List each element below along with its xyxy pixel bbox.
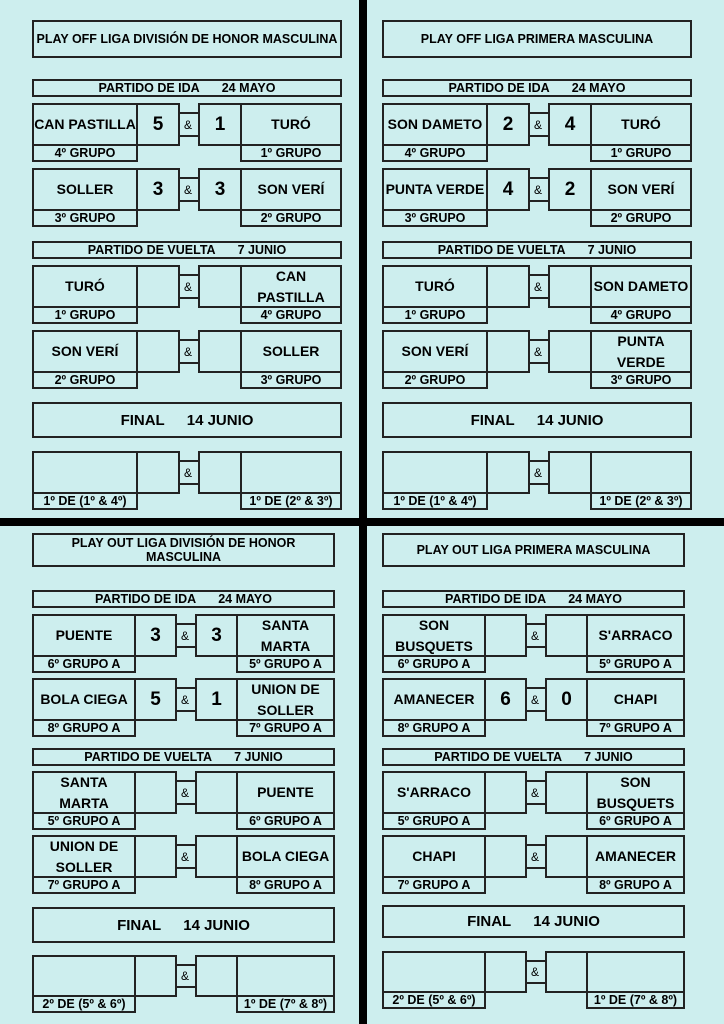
vuelta-match-home-group <box>382 812 486 830</box>
ida-match-amp <box>525 623 545 648</box>
home-group-label: 5º GRUPO A <box>397 814 471 828</box>
ida-match-home-group <box>382 209 488 227</box>
vuelta-match-away-group <box>240 371 342 389</box>
final-header <box>382 905 685 938</box>
home-group-label: 4º GRUPO <box>404 146 466 160</box>
vuelta-match-home-group <box>382 306 488 324</box>
vuelta-header <box>32 748 335 766</box>
vuelta-label: PARTIDO DE VUELTA <box>437 243 566 257</box>
ida-match-away-group <box>236 719 335 737</box>
away-score-value: 3 <box>214 178 226 200</box>
away-group-label: 6º GRUPO A <box>599 814 672 828</box>
ida-match-home-group <box>32 209 138 227</box>
ida-match-away-score <box>198 168 242 211</box>
away-team-name: TURÓ <box>271 116 311 132</box>
vuelta-match-home-team <box>382 265 488 308</box>
ida-match-amp <box>528 177 548 202</box>
final-match-away-score <box>548 451 592 494</box>
horizontal-divider <box>0 518 724 526</box>
vuelta-match-away-team <box>586 771 685 814</box>
final-date: 14 JUNIO <box>533 913 600 930</box>
vuelta-match-away-score <box>195 835 238 878</box>
ida-header <box>382 590 685 608</box>
vuelta-match-home-team <box>32 835 136 878</box>
away-score-value: 1 <box>211 688 222 710</box>
vuelta-match-home-team <box>32 265 138 308</box>
amp-symbol: & <box>533 465 542 480</box>
home-team-name: SANTA MARTA <box>59 773 109 811</box>
ida-match-away-score <box>545 678 588 721</box>
home-group-label: 1º DE (1º & 4º) <box>43 494 127 508</box>
vuelta-match-home-team <box>32 330 138 373</box>
final-label: FINAL <box>120 411 165 429</box>
home-team-name: S'ARRACO <box>396 784 472 800</box>
ida-match-amp <box>528 112 548 137</box>
amp-symbol: & <box>530 965 539 979</box>
amp-symbol: & <box>530 692 539 707</box>
ida-match-away-team <box>590 168 692 211</box>
final-match-away-score <box>198 451 242 494</box>
ida-match-home-score <box>136 103 180 146</box>
away-group-label: 1º GRUPO <box>610 146 672 160</box>
section-title-text: PLAY OFF LIGA DIVISIÓN DE HONOR MASCULINA <box>36 32 338 46</box>
vuelta-match-home-score <box>484 771 527 814</box>
vuelta-header <box>382 241 692 259</box>
home-team-name: TURÓ <box>415 278 455 294</box>
ida-match-away-score <box>548 168 592 211</box>
away-group-label: 1º DE (2º & 3º) <box>249 494 333 508</box>
ida-match-away-team <box>240 103 342 146</box>
away-group-label: 4º GRUPO <box>610 308 672 322</box>
ida-match-away-group <box>240 144 342 162</box>
ida-match-home-group <box>382 719 486 737</box>
final-label: FINAL <box>467 913 512 930</box>
away-team-name: BOLA CIEGA <box>241 848 330 864</box>
away-score-value: 3 <box>211 624 222 646</box>
ida-match-amp <box>525 687 545 712</box>
ida-match-home-team <box>382 103 488 146</box>
vuelta-match-away-team <box>236 771 335 814</box>
vuelta-match-away-group <box>586 812 685 830</box>
away-team-name: UNION DE SOLLER <box>251 680 320 718</box>
final-match-amp <box>528 460 548 485</box>
ida-label: PARTIDO DE IDA <box>98 81 200 95</box>
vuelta-label: PARTIDO DE VUELTA <box>84 750 213 764</box>
amp-symbol: & <box>180 849 189 864</box>
ida-match-away-score <box>198 103 242 146</box>
vuelta-match-away-team <box>240 330 342 373</box>
away-team-name: PUNTA VERDE <box>616 332 666 370</box>
vertical-divider <box>359 0 367 1024</box>
ida-match-away-score <box>195 678 238 721</box>
away-group-label: 5º GRUPO A <box>249 657 322 671</box>
vuelta-header <box>382 748 685 766</box>
home-group-label: 1º GRUPO <box>54 308 116 322</box>
ida-match-home-group <box>32 655 136 673</box>
home-team-name: SON VERÍ <box>401 343 469 359</box>
final-date: 14 JUNIO <box>186 411 254 429</box>
final-match-away-score <box>545 951 588 993</box>
ida-match-amp <box>175 623 195 648</box>
section-title <box>32 20 342 58</box>
final-match-away-group <box>590 492 692 510</box>
away-group-label: 2º GRUPO <box>260 211 322 225</box>
away-team-name: SANTA MARTA <box>260 616 311 654</box>
away-team-name: SON VERÍ <box>257 181 325 197</box>
away-team-name: AMANECER <box>595 848 676 864</box>
vuelta-match-home-score <box>134 771 177 814</box>
away-team-name: SON VERÍ <box>607 181 675 197</box>
home-score-value: 3 <box>150 624 161 646</box>
away-group-label: 8º GRUPO A <box>249 878 322 892</box>
away-group-label: 1º DE (7º & 8º) <box>243 997 328 1011</box>
vuelta-match-away-team <box>590 330 692 373</box>
vuelta-label: PARTIDO DE VUELTA <box>87 243 216 257</box>
away-group-label: 3º GRUPO <box>260 373 322 387</box>
away-team-name: CHAPI <box>613 691 658 707</box>
vuelta-match-amp <box>525 780 545 805</box>
ida-match-home-team <box>32 103 138 146</box>
amp-symbol: & <box>183 182 192 197</box>
home-group-label: 2º DE (5º & 6º) <box>392 993 476 1007</box>
vuelta-match-home-group <box>32 876 136 894</box>
home-group-label: 2º GRUPO <box>54 373 116 387</box>
home-group-label: 8º GRUPO A <box>397 721 471 735</box>
vuelta-date: 7 JUNIO <box>587 243 637 257</box>
ida-match-away-group <box>590 144 692 162</box>
vuelta-match-home-score <box>486 265 530 308</box>
ida-match-away-team <box>586 678 685 721</box>
amp-symbol: & <box>533 117 542 132</box>
final-match-away-team <box>236 955 335 997</box>
amp-symbol: & <box>533 344 542 359</box>
final-match-amp <box>525 960 545 984</box>
ida-match-home-group <box>382 655 486 673</box>
ida-match-away-team <box>240 168 342 211</box>
away-group-label: 7º GRUPO A <box>249 721 322 735</box>
section-title-text: PLAY OFF LIGA PRIMERA MASCULINA <box>420 32 654 46</box>
ida-match-away-team <box>590 103 692 146</box>
vuelta-match-away-team <box>590 265 692 308</box>
ida-date: 24 MAYO <box>218 592 272 606</box>
ida-match-home-team <box>32 678 136 721</box>
ida-match-home-team <box>32 614 136 657</box>
home-score-value: 4 <box>502 178 514 200</box>
ida-match-home-score <box>484 614 527 657</box>
ida-label: PARTIDO DE IDA <box>448 81 550 95</box>
vuelta-match-home-score <box>136 330 180 373</box>
section-title <box>32 533 335 567</box>
away-group-label: 7º GRUPO A <box>599 721 672 735</box>
ida-match-away-score <box>195 614 238 657</box>
home-score-value: 5 <box>152 113 164 135</box>
home-team-name: PUENTE <box>55 627 113 643</box>
home-team-name: CAN PASTILLA <box>34 116 136 132</box>
vuelta-match-away-team <box>240 265 342 308</box>
vuelta-match-away-group <box>236 876 335 894</box>
ida-date: 24 MAYO <box>571 81 626 95</box>
amp-symbol: & <box>180 785 189 800</box>
final-match-away-group <box>240 492 342 510</box>
vuelta-match-away-team <box>586 835 685 878</box>
amp-symbol: & <box>530 849 539 864</box>
vuelta-match-away-score <box>545 835 588 878</box>
vuelta-date: 7 JUNIO <box>237 243 287 257</box>
away-group-label: 8º GRUPO A <box>599 878 672 892</box>
home-group-label: 8º GRUPO A <box>47 721 121 735</box>
final-match-home-score <box>484 951 527 993</box>
home-team-name: CHAPI <box>412 848 456 864</box>
vuelta-date: 7 JUNIO <box>234 750 283 764</box>
home-group-label: 1º DE (1º & 4º) <box>393 494 477 508</box>
home-group-label: 3º GRUPO <box>54 211 116 225</box>
home-team-name: SON DAMETO <box>387 116 483 132</box>
vuelta-match-home-group <box>32 371 138 389</box>
amp-symbol: & <box>533 182 542 197</box>
ida-date: 24 MAYO <box>221 81 276 95</box>
home-team-name: UNION DE SOLLER <box>49 837 119 875</box>
vuelta-match-home-group <box>32 812 136 830</box>
vuelta-match-home-score <box>134 835 177 878</box>
section-title-text: PLAY OUT LIGA DIVISIÓN DE HONOR MASCULINA <box>71 536 296 564</box>
vuelta-match-home-team <box>382 771 486 814</box>
away-team-name: S'ARRACO <box>598 627 673 643</box>
amp-symbol: & <box>530 628 539 643</box>
ida-match-home-group <box>382 144 488 162</box>
final-match-home-team <box>382 451 488 494</box>
away-group-label: 5º GRUPO A <box>599 657 672 671</box>
vuelta-match-away-team <box>236 835 335 878</box>
ida-match-away-group <box>590 209 692 227</box>
final-match-amp <box>175 964 195 988</box>
ida-label: PARTIDO DE IDA <box>445 592 547 606</box>
home-score-value: 6 <box>500 688 511 710</box>
final-header <box>382 402 692 438</box>
final-match-home-score <box>136 451 180 494</box>
ida-label: PARTIDO DE IDA <box>95 592 197 606</box>
amp-symbol: & <box>183 117 192 132</box>
vuelta-header <box>32 241 342 259</box>
vuelta-match-amp <box>528 274 548 299</box>
ida-match-home-score <box>134 678 177 721</box>
vuelta-match-amp <box>525 844 545 869</box>
home-group-label: 7º GRUPO A <box>397 878 471 892</box>
amp-symbol: & <box>183 465 192 480</box>
amp-symbol: & <box>180 692 189 707</box>
ida-match-away-group <box>240 209 342 227</box>
vuelta-match-home-score <box>136 265 180 308</box>
final-match-home-group <box>32 492 138 510</box>
vuelta-match-home-team <box>32 771 136 814</box>
vuelta-date: 7 JUNIO <box>584 750 633 764</box>
final-match-home-score <box>134 955 177 997</box>
ida-match-home-team <box>382 678 486 721</box>
away-team-name: SON DAMETO <box>593 278 689 294</box>
ida-match-amp <box>175 687 195 712</box>
ida-date: 24 MAYO <box>568 592 622 606</box>
home-group-label: 6º GRUPO A <box>397 657 471 671</box>
home-group-label: 2º GRUPO <box>404 373 466 387</box>
vuelta-match-away-group <box>590 306 692 324</box>
ida-match-away-team <box>586 614 685 657</box>
away-team-name: TURÓ <box>621 116 661 132</box>
final-match-home-group <box>382 991 486 1009</box>
away-score-value: 1 <box>214 113 226 135</box>
home-team-name: SON VERÍ <box>51 343 119 359</box>
vuelta-match-away-group <box>240 306 342 324</box>
ida-match-home-score <box>136 168 180 211</box>
amp-symbol: & <box>183 344 192 359</box>
final-label: FINAL <box>470 411 515 429</box>
ida-match-away-score <box>545 614 588 657</box>
away-score-value: 2 <box>564 178 576 200</box>
final-match-home-score <box>486 451 530 494</box>
final-match-away-group <box>586 991 685 1009</box>
amp-symbol: & <box>180 628 189 643</box>
home-score-value: 5 <box>150 688 161 710</box>
home-score-value: 2 <box>502 113 514 135</box>
ida-match-away-group <box>586 655 685 673</box>
final-match-away-team <box>590 451 692 494</box>
final-match-home-group <box>32 995 136 1013</box>
ida-match-home-team <box>382 614 486 657</box>
home-group-label: 6º GRUPO A <box>47 657 121 671</box>
vuelta-match-home-group <box>382 876 486 894</box>
vuelta-match-amp <box>178 339 198 364</box>
vuelta-match-amp <box>528 339 548 364</box>
vuelta-match-home-group <box>32 306 138 324</box>
home-group-label: 4º GRUPO <box>54 146 116 160</box>
home-group-label: 5º GRUPO A <box>47 814 121 828</box>
final-match-home-group <box>382 492 488 510</box>
home-group-label: 7º GRUPO A <box>47 878 121 892</box>
away-group-label: 2º GRUPO <box>610 211 672 225</box>
away-score-value: 4 <box>564 113 576 135</box>
away-group-label: 1º GRUPO <box>260 146 322 160</box>
final-label: FINAL <box>117 916 162 934</box>
away-group-label: 3º GRUPO <box>610 373 672 387</box>
vuelta-match-away-score <box>198 330 242 373</box>
amp-symbol: & <box>533 279 542 294</box>
section-title <box>382 20 692 58</box>
vuelta-match-away-group <box>586 876 685 894</box>
vuelta-label: PARTIDO DE VUELTA <box>434 750 563 764</box>
final-match-amp <box>178 460 198 485</box>
away-group-label: 6º GRUPO A <box>249 814 322 828</box>
final-match-away-group <box>236 995 335 1013</box>
vuelta-match-away-group <box>236 812 335 830</box>
ida-header <box>32 79 342 97</box>
ida-match-home-group <box>32 144 138 162</box>
vuelta-match-away-score <box>548 265 592 308</box>
vuelta-match-away-score <box>198 265 242 308</box>
away-team-name: PUENTE <box>257 784 314 800</box>
away-team-name: SOLLER <box>262 343 320 359</box>
amp-symbol: & <box>530 785 539 800</box>
ida-match-home-group <box>32 719 136 737</box>
final-date: 14 JUNIO <box>536 411 604 429</box>
section-title-text: PLAY OUT LIGA PRIMERA MASCULINA <box>416 543 651 557</box>
away-team-name: SON BUSQUETS <box>596 773 675 811</box>
vuelta-match-home-score <box>486 330 530 373</box>
away-team-name: CAN PASTILLA <box>257 267 325 305</box>
final-match-away-team <box>240 451 342 494</box>
vuelta-match-away-score <box>548 330 592 373</box>
ida-match-away-group <box>586 719 685 737</box>
away-group-label: 1º DE (2º & 3º) <box>599 494 683 508</box>
vuelta-match-amp <box>175 844 195 869</box>
ida-match-away-score <box>548 103 592 146</box>
vuelta-match-amp <box>178 274 198 299</box>
home-team-name: SOLLER <box>56 181 114 197</box>
final-date: 14 JUNIO <box>183 916 250 934</box>
home-team-name: AMANECER <box>393 691 475 707</box>
amp-symbol: & <box>183 279 192 294</box>
ida-match-amp <box>178 177 198 202</box>
final-header <box>32 402 342 438</box>
away-score-value: 0 <box>561 688 572 710</box>
home-team-name: TURÓ <box>65 278 105 294</box>
away-group-label: 4º GRUPO <box>260 308 322 322</box>
vuelta-match-away-score <box>545 771 588 814</box>
vuelta-match-home-team <box>382 835 486 878</box>
home-group-label: 3º GRUPO <box>404 211 466 225</box>
ida-header <box>382 79 692 97</box>
ida-match-home-team <box>32 168 138 211</box>
final-match-away-team <box>586 951 685 993</box>
home-score-value: 3 <box>152 178 164 200</box>
ida-match-away-team <box>236 614 335 657</box>
home-group-label: 2º DE (5º & 6º) <box>42 997 126 1011</box>
ida-match-home-score <box>486 168 530 211</box>
final-header <box>32 907 335 943</box>
final-match-away-score <box>195 955 238 997</box>
ida-match-home-score <box>134 614 177 657</box>
vuelta-match-away-score <box>195 771 238 814</box>
vuelta-match-amp <box>175 780 195 805</box>
ida-header <box>32 590 335 608</box>
ida-match-home-score <box>486 103 530 146</box>
home-team-name: PUNTA VERDE <box>385 181 485 197</box>
away-group-label: 1º DE (7º & 8º) <box>593 993 678 1007</box>
section-title <box>382 533 685 567</box>
amp-symbol: & <box>180 969 189 983</box>
vuelta-match-away-group <box>590 371 692 389</box>
ida-match-away-group <box>236 655 335 673</box>
final-match-home-team <box>32 955 136 997</box>
home-group-label: 1º GRUPO <box>404 308 466 322</box>
vuelta-match-home-team <box>382 330 488 373</box>
final-match-home-team <box>382 951 486 993</box>
vuelta-match-home-score <box>484 835 527 878</box>
home-team-name: BOLA CIEGA <box>40 691 128 707</box>
ida-match-home-team <box>382 168 488 211</box>
ida-match-home-score <box>484 678 527 721</box>
ida-match-amp <box>178 112 198 137</box>
vuelta-match-home-group <box>382 371 488 389</box>
ida-match-away-team <box>236 678 335 721</box>
home-team-name: SON BUSQUETS <box>395 616 473 654</box>
final-match-home-team <box>32 451 138 494</box>
